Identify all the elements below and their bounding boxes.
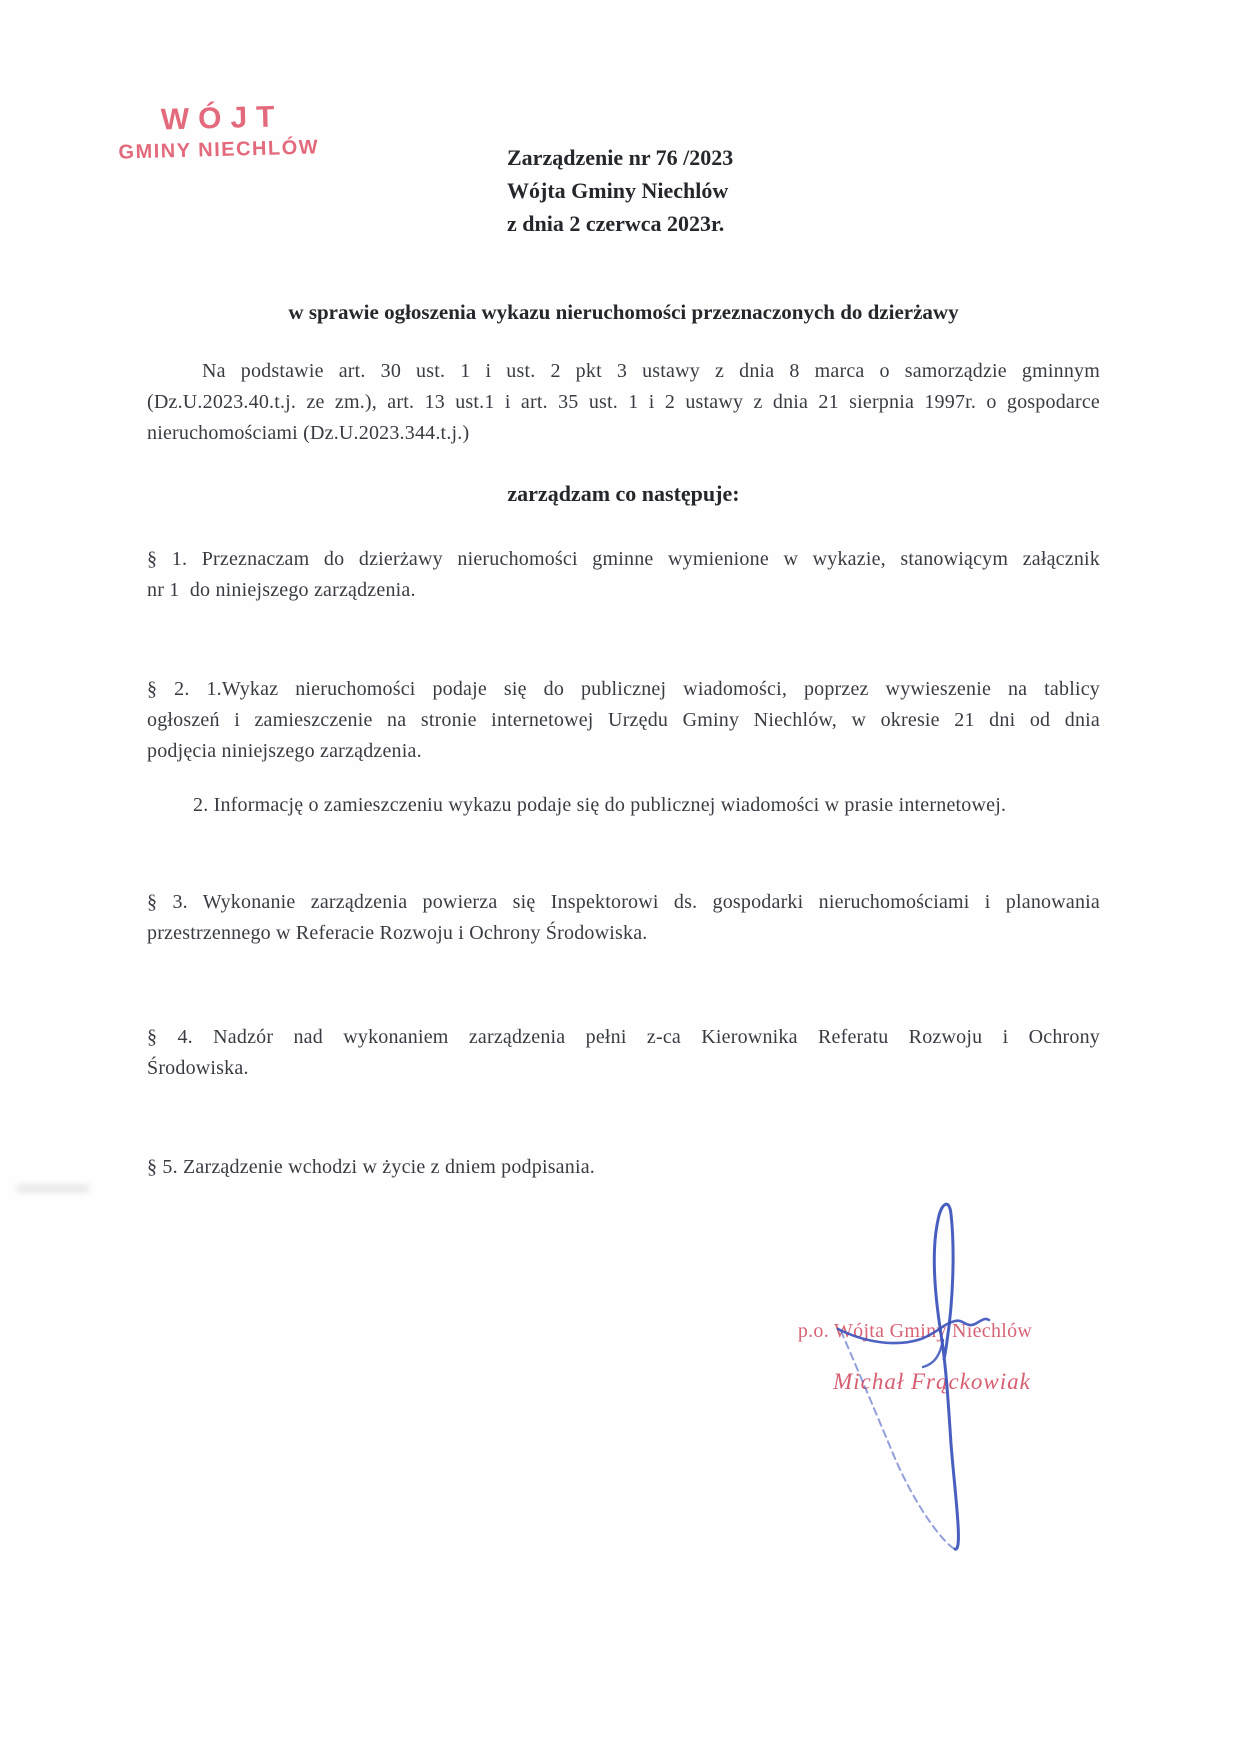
office-stamp — [117, 99, 318, 163]
title-line-author: Wójta Gminy Niechlów — [507, 178, 729, 203]
title-line-number: Zarządzenie nr 76 /2023 — [507, 145, 734, 170]
title-line-date: z dnia 2 czerwca 2023r. — [507, 211, 725, 236]
signature-role: p.o. Wójta Gminy Niechlów — [797, 1320, 1033, 1342]
section-5 — [147, 1152, 1100, 1183]
document-subject: w sprawie ogłoszenia wykazu nieruchomości przeznaczonych do dzierżawy — [288, 300, 959, 324]
section-1 — [147, 544, 1100, 606]
section-2-line: podjęcia niniejszego zarządzenia. — [147, 740, 422, 762]
section-2 — [147, 674, 1100, 767]
preamble-paragraph — [147, 356, 1100, 449]
section-1-line: § 1. Przeznaczam do dzierżawy nieruchomości gminne wymienione w wykazie, stanowiącym załącznik — [147, 548, 1100, 570]
preamble-line: nieruchomościami (Dz.U.2023.344.t.j.) — [147, 422, 470, 444]
scan-smudge — [16, 1184, 90, 1193]
preamble-line: (Dz.U.2023.40.t.j. ze zm.), art. 13 ust.1 i art. 35 ust. 1 i 2 ustawy z dnia 21 sierpnia 1997r. o gospodarce — [147, 391, 1100, 413]
section-4-line: Środowiska. — [147, 1057, 249, 1079]
section-5-line: § 5. Zarządzenie wchodzi w życie z dniem podpisania. — [147, 1156, 595, 1178]
section-2-item-2-line: 2. Informację o zamieszczeniu wykazu podaje się do publicznej wiadomości w prasie internetowej. — [193, 794, 1007, 816]
section-3-line: § 3. Wykonanie zarządzenia powierza się Inspektorowi ds. gospodarki nieruchomościami i planowania — [147, 891, 1100, 913]
section-4 — [147, 1022, 1100, 1084]
preamble-line: Na podstawie art. 30 ust. 1 i ust. 2 pkt 3 ustawy z dnia 8 marca o samorządzie gminnym — [202, 360, 1100, 382]
section-2-line: ogłoszeń i zamieszczenie na stronie internetowej Urzędu Gminy Niechlów, w okresie 21 dni od dnia — [147, 709, 1100, 731]
section-4-line: § 4. Nadzór nad wykonaniem zarządzenia pełni z-ca Kierownika Referatu Rozwoju i Ochrony — [147, 1026, 1100, 1048]
section-1-line: nr 1 do niniejszego zarządzenia. — [147, 579, 416, 601]
document-title — [507, 141, 733, 240]
signature-block — [755, 1320, 1075, 1395]
section-2-line: § 2. 1.Wykaz nieruchomości podaje się do publicznej wiadomości, poprzez wywieszenie na tablicy — [147, 678, 1100, 700]
section-2-item-2 — [147, 790, 1100, 821]
order-heading: zarządzam co następuje: — [507, 481, 740, 506]
section-3-line: przestrzennego w Referacie Rozwoju i Ochrony Środowiska. — [147, 922, 648, 944]
stamp-line-gmina: GMINY NIECHLÓW — [118, 136, 320, 164]
section-3 — [147, 887, 1100, 949]
signature-name: Michał Frąckowiak — [833, 1369, 1031, 1394]
stamp-line-wojt: WÓJT — [160, 100, 284, 137]
